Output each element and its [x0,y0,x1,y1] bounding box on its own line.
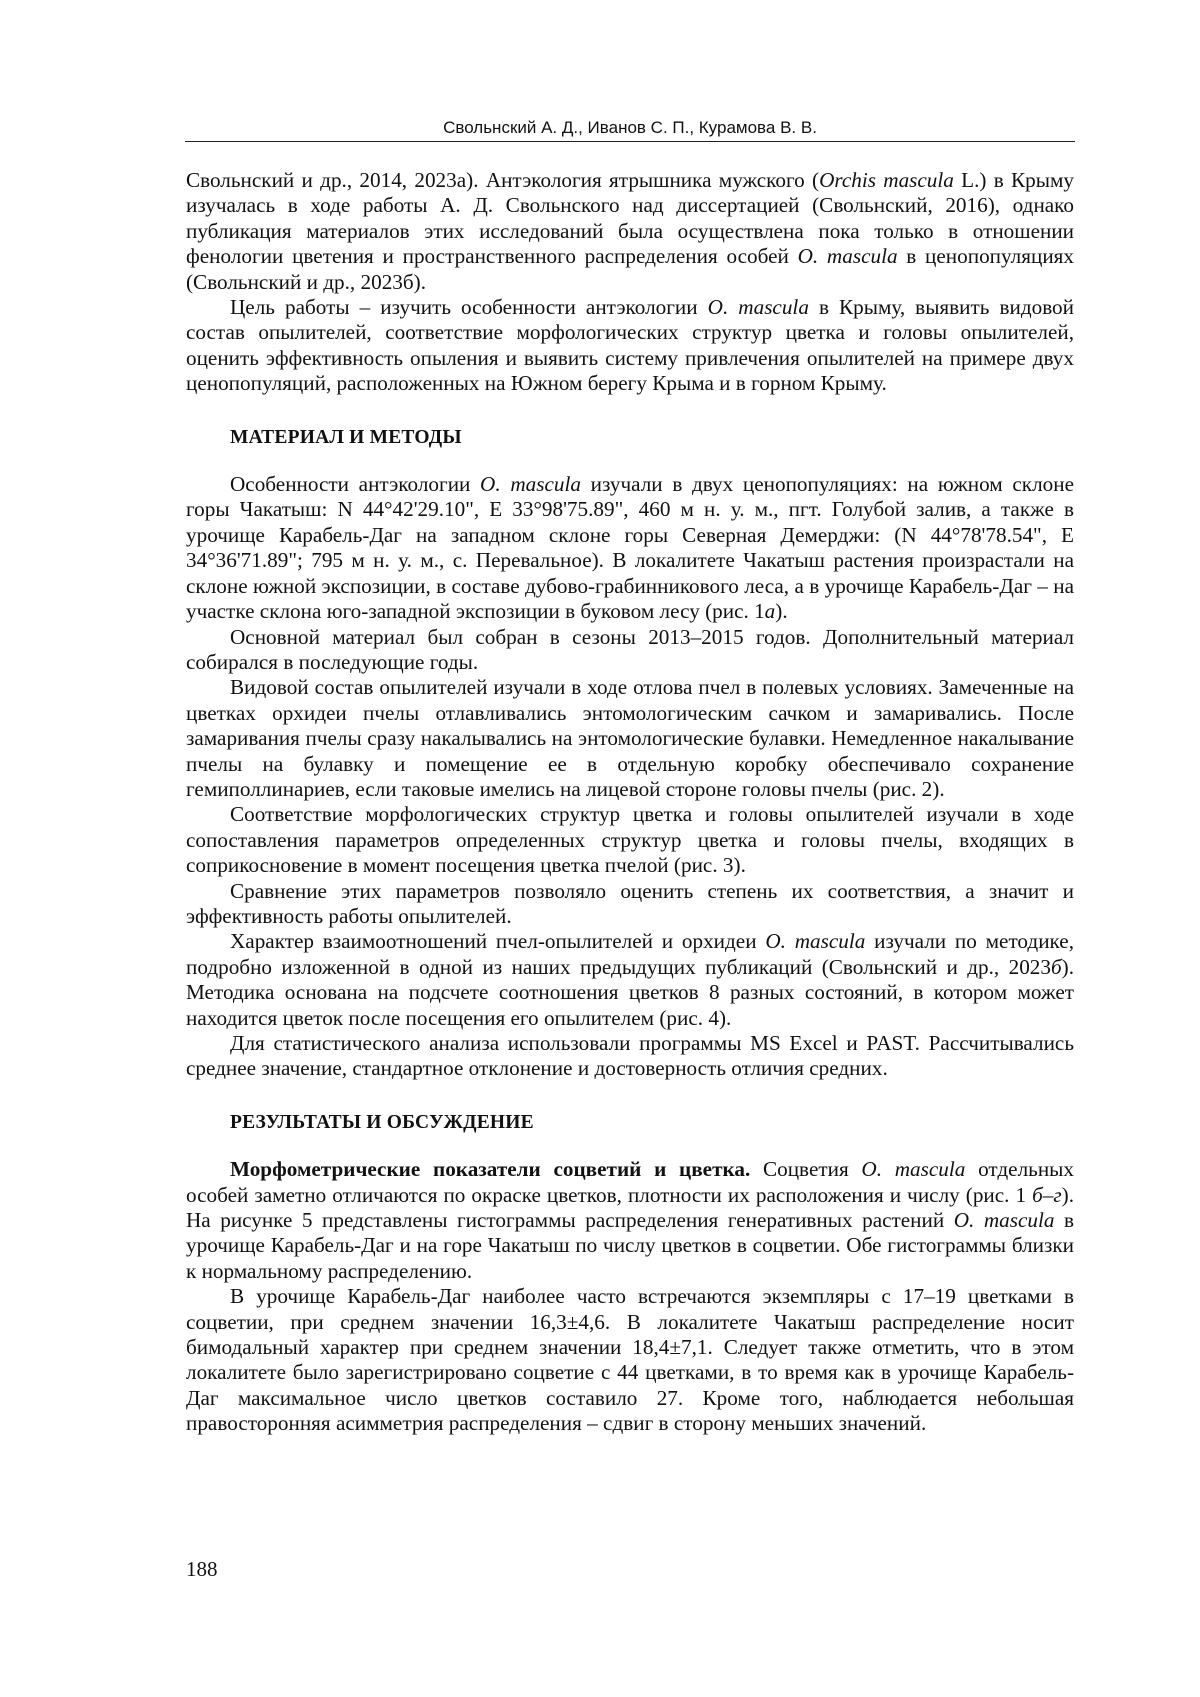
paragraph-flower-counts: В урочище Карабель-Даг наиболее часто встречаются экземпляры с 17–19 цветками в соцветии, при среднем значении 16,3±4,6. В локалитете Чакатыш распределение носит бимодальный характер при среднем значении 18,4±7,1. Следует также отметить, что в этом локалитете было зарегистрировано соцветие с 44 цветками, в то время как в урочище Карабель-Даг максимальное число цветков составило 27. Кроме того, наблюдается небольшая правосторонняя асимметрия распределения – сдвиг в сторону меньших значений. [186,1284,1074,1436]
species-name: O. mascula [861,1157,966,1182]
text-run: изучали по методике, подробно изложенной в одной из наших предыдущих публикаций (Свольнский и др., 2023 [186,929,1075,979]
paragraph-pollinator-collection: Видовой состав опылителей изучали в ходе отлова пчел в полевых условиях. Замеченные на цветках орхидеи пчелы отлавливались энтомологическим сачком и замаривались. После замаривания пчелы сразу накалывались на энтомологические булавки. Немедленное накалывание пчелы на булавку и помещение ее в отдельную коробку обеспечивало сохранение гемиполлинариев, если таковые имелись на лицевой стороне головы пчелы (рис. 2). [186,675,1074,801]
text-run: Соцветия [750,1157,862,1182]
article-body [186,168,1074,1437]
header-rule [185,141,1075,142]
running-header: Свольнский А. Д., Иванов С. П., Курамова В. В. [443,118,817,137]
figure-letter: а [764,599,776,624]
text-run: изучали в двух ценопопуляциях: на южном склоне горы Чакатыш: N 44°42'29.10", E 33°98'75.89", 460 м н. у. м., пгт. Голубой залив, а также в урочище Карабель-Даг на западном склоне горы Северная Демерджи: (N 44°78'78.54", E 34°36'71.89"; 795 м н. у. м., с. Перевальное). В локалитете Чакатыш растения произрастали на склоне южной экспозиции, в составе дубово-грабинникового леса, а в урочище Карабель-Даг – на участке склона юго-западной экспозиции в буковом лесу (рис. 1 [186,472,1074,624]
species-name: O. mascula [707,295,809,320]
paragraph-morphology-match: Соответствие морфологических структур цветка и головы опылителей изучали в ходе сопоставления параметров определенных структур цветка и головы пчелы, входящих в соприкосновение в момент посещения цветка пчелой (рис. 3). [186,802,1074,878]
paragraph-morphometrics [186,1157,1074,1284]
section-heading-methods: МАТЕРИАЛ И МЕТОДЫ [230,426,462,448]
paragraph-method-reference [186,929,1074,1031]
species-name: O. mascula [765,929,866,954]
text-run: в урочище Карабель-Даг и на горе Чакатыш по числу цветков в соцветии. Обе гистограммы близки к нормальному распределению. [186,1208,1074,1283]
text-run: в Крыму, выявить видовой состав опылителей, соответствие морфологических структур цветка и головы опылителей, оценить эффективность опыления и выявить систему привлечения опылителей на примере двух ценопопуляций, расположенных на Южном берегу Крыма и в горном Крыму. [186,295,1074,396]
text-run: Особенности антэкологии [230,472,481,497]
paragraph-statistics: Для статистического анализа использовали программы MS Excel и PAST. Рассчитывались среднее значение, стандартное отклонение и достоверность отличия средних. [186,1031,1074,1081]
text-run: ). На рисунке 5 представлены гистограммы распределения генеративных растений [186,1182,1074,1233]
text-run: ). [775,599,788,624]
text-run: L.) в Крыму изучалась в ходе работы А. Д. Свольнского над диссертацией (Свольнский, 2016), однако публикация материалов этих исследований была осуществлена пока только в отношении фенологии цветения и пространственного распределения особей [186,168,1074,269]
page-number: 188 [186,1557,218,1581]
paragraph-study-sites [186,472,1074,624]
species-name: O. mascula [480,472,581,497]
species-name: O. mascula [797,244,898,269]
species-name: Orchis mascula [819,168,954,192]
text-run: отдельных особей заметно отличаются по окраске цветков, плотности их расположения и числу (рис. 1 [186,1157,1074,1207]
text-run: Характер взаимоотношений пчел-опылителей и орхидеи [230,929,766,954]
run-in-heading: Морфометрические показатели соцветий и цветка. [230,1157,751,1182]
section-heading-results: РЕЗУЛЬТАТЫ И ОБСУЖДЕНИЕ [230,1111,534,1133]
paragraph-comparison: Сравнение этих параметров позволяло оценить степень их соответствия, а значит и эффективность работы опылителей. [186,878,1074,928]
species-name: O. mascula [953,1208,1055,1233]
text-run: ). Методика основана на подсчете соотношения цветков 8 разных состояний, в котором может находится цветок после посещения его опылителем (рис. 4). [186,954,1074,1030]
paragraph-intro-continued [186,168,1074,295]
paragraph-seasons: Основной материал был собран в сезоны 2013–2015 годов. Дополнительный материал собирался в последующие годы. [186,624,1074,674]
paragraph-aim [186,295,1074,397]
text-run: в ценопопуляциях (Свольнский и др., 2023б). [186,244,1074,294]
text-run: Свольнский и др., 2014, 2023а). Антэкология ятрышника мужского ( [186,168,820,192]
figure-letter: б–г [1032,1182,1062,1207]
citation-letter: б [1050,954,1062,979]
text-run: Цель работы – изучить особенности антэкологии [230,295,708,320]
